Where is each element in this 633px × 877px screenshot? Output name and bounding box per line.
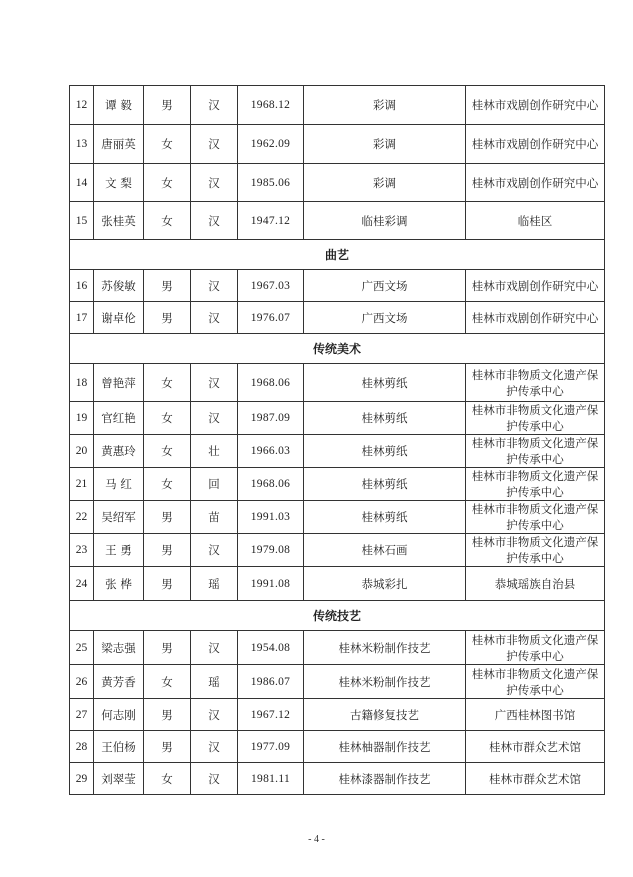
cell-number: 27 [70,699,94,731]
table-row [70,364,605,402]
cell-project: 桂林剪纸 [304,435,466,468]
cell-name: 文 梨 [94,164,144,202]
cell-name: 官红艳 [94,402,144,435]
page-number: - 4 - [308,834,325,845]
cell-birth-date: 1986.07 [238,665,304,699]
cell-gender: 男 [144,567,191,601]
section-title: 传统技艺 [70,601,605,631]
cell-project: 彩调 [304,164,466,202]
cell-ethnicity: 苗 [191,501,238,534]
cell-number: 15 [70,202,94,240]
cell-gender: 女 [144,364,191,402]
cell-project: 古籍修复技艺 [304,699,466,731]
table-row [70,402,605,435]
cell-unit: 桂林市戏剧创作研究中心 [466,302,605,334]
cell-name: 梁志强 [94,631,144,665]
table-row [70,731,605,763]
table-row [70,631,605,665]
cell-project: 桂林剪纸 [304,402,466,435]
cell-project: 桂林石画 [304,534,466,567]
cell-birth-date: 1968.12 [238,86,304,125]
cell-unit: 恭城瑶族自治县 [466,567,605,601]
cell-birth-date: 1991.03 [238,501,304,534]
cell-birth-date: 1991.08 [238,567,304,601]
cell-unit: 桂林市群众艺术馆 [466,731,605,763]
cell-project: 桂林剪纸 [304,364,466,402]
cell-birth-date: 1968.06 [238,468,304,501]
table-row [70,302,605,334]
cell-gender: 女 [144,125,191,164]
cell-name: 苏俊敏 [94,270,144,302]
cell-project: 桂林柚器制作技艺 [304,731,466,763]
cell-name: 何志刚 [94,699,144,731]
cell-number: 14 [70,164,94,202]
table-row [70,468,605,501]
cell-project: 桂林剪纸 [304,501,466,534]
table-row [70,763,605,795]
cell-name: 张桂英 [94,202,144,240]
cell-ethnicity: 汉 [191,763,238,795]
cell-ethnicity: 瑶 [191,665,238,699]
table-row [70,665,605,699]
cell-unit: 桂林市非物质文化遗产保护传承中心 [466,631,605,665]
cell-birth-date: 1954.08 [238,631,304,665]
cell-unit: 桂林市非物质文化遗产保护传承中心 [466,534,605,567]
cell-ethnicity: 汉 [191,202,238,240]
table-row [70,125,605,164]
cell-number: 23 [70,534,94,567]
cell-name: 王 勇 [94,534,144,567]
cell-ethnicity: 汉 [191,364,238,402]
cell-birth-date: 1981.11 [238,763,304,795]
cell-project: 彩调 [304,125,466,164]
cell-number: 13 [70,125,94,164]
cell-gender: 男 [144,302,191,334]
cell-project: 广西文场 [304,270,466,302]
cell-gender: 男 [144,270,191,302]
cell-name: 吴绍军 [94,501,144,534]
cell-birth-date: 1977.09 [238,731,304,763]
cell-unit: 桂林市群众艺术馆 [466,763,605,795]
cell-number: 25 [70,631,94,665]
section-header-row [70,334,605,364]
cell-gender: 男 [144,631,191,665]
cell-unit: 桂林市非物质文化遗产保护传承中心 [466,402,605,435]
cell-birth-date: 1967.03 [238,270,304,302]
section-title: 曲艺 [70,240,605,270]
cell-ethnicity: 汉 [191,731,238,763]
cell-unit: 桂林市戏剧创作研究中心 [466,86,605,125]
cell-project: 桂林剪纸 [304,468,466,501]
cell-number: 22 [70,501,94,534]
cell-ethnicity: 汉 [191,302,238,334]
cell-name: 唐丽英 [94,125,144,164]
cell-birth-date: 1979.08 [238,534,304,567]
cell-unit: 桂林市非物质文化遗产保护传承中心 [466,364,605,402]
cell-gender: 男 [144,731,191,763]
cell-project: 临桂彩调 [304,202,466,240]
cell-number: 29 [70,763,94,795]
cell-number: 19 [70,402,94,435]
cell-name: 黄芳香 [94,665,144,699]
cell-ethnicity: 汉 [191,402,238,435]
cell-number: 26 [70,665,94,699]
table-row [70,699,605,731]
cell-project: 彩调 [304,86,466,125]
cell-gender: 女 [144,202,191,240]
table-row [70,534,605,567]
table-row [70,270,605,302]
table-row [70,501,605,534]
cell-ethnicity: 汉 [191,86,238,125]
cell-birth-date: 1987.09 [238,402,304,435]
cell-name: 黄惠玲 [94,435,144,468]
inheritors-table [69,85,605,795]
cell-gender: 女 [144,435,191,468]
cell-unit: 桂林市非物质文化遗产保护传承中心 [466,501,605,534]
cell-number: 21 [70,468,94,501]
cell-project: 广西文场 [304,302,466,334]
cell-birth-date: 1962.09 [238,125,304,164]
table-row [70,202,605,240]
table-row [70,567,605,601]
cell-unit: 临桂区 [466,202,605,240]
cell-gender: 女 [144,468,191,501]
cell-birth-date: 1966.03 [238,435,304,468]
cell-project: 恭城彩扎 [304,567,466,601]
cell-gender: 女 [144,164,191,202]
cell-name: 刘翠莹 [94,763,144,795]
cell-gender: 女 [144,402,191,435]
cell-unit: 桂林市非物质文化遗产保护传承中心 [466,665,605,699]
table-body [70,86,605,795]
cell-gender: 女 [144,763,191,795]
cell-number: 18 [70,364,94,402]
cell-unit: 桂林市戏剧创作研究中心 [466,164,605,202]
cell-birth-date: 1976.07 [238,302,304,334]
cell-gender: 男 [144,699,191,731]
cell-name: 谭 毅 [94,86,144,125]
cell-number: 12 [70,86,94,125]
cell-ethnicity: 壮 [191,435,238,468]
cell-birth-date: 1967.12 [238,699,304,731]
cell-ethnicity: 汉 [191,534,238,567]
cell-number: 28 [70,731,94,763]
cell-name: 王伯杨 [94,731,144,763]
cell-gender: 女 [144,665,191,699]
cell-unit: 桂林市非物质文化遗产保护传承中心 [466,435,605,468]
cell-name: 曾艳萍 [94,364,144,402]
cell-ethnicity: 汉 [191,699,238,731]
cell-number: 20 [70,435,94,468]
cell-number: 24 [70,567,94,601]
cell-ethnicity: 汉 [191,631,238,665]
table-row [70,164,605,202]
section-header-row [70,240,605,270]
section-title: 传统美术 [70,334,605,364]
cell-unit: 桂林市戏剧创作研究中心 [466,125,605,164]
cell-name: 马 红 [94,468,144,501]
cell-project: 桂林米粉制作技艺 [304,631,466,665]
cell-unit: 桂林市非物质文化遗产保护传承中心 [466,468,605,501]
table-row [70,86,605,125]
cell-project: 桂林漆器制作技艺 [304,763,466,795]
cell-birth-date: 1985.06 [238,164,304,202]
cell-number: 16 [70,270,94,302]
cell-project: 桂林米粉制作技艺 [304,665,466,699]
section-header-row [70,601,605,631]
cell-name: 张 桦 [94,567,144,601]
cell-ethnicity: 回 [191,468,238,501]
cell-gender: 男 [144,86,191,125]
cell-ethnicity: 瑶 [191,567,238,601]
cell-gender: 男 [144,501,191,534]
table-row [70,435,605,468]
cell-gender: 男 [144,534,191,567]
cell-name: 谢卓伦 [94,302,144,334]
cell-unit: 桂林市戏剧创作研究中心 [466,270,605,302]
cell-birth-date: 1968.06 [238,364,304,402]
cell-number: 17 [70,302,94,334]
cell-unit: 广西桂林图书馆 [466,699,605,731]
cell-ethnicity: 汉 [191,164,238,202]
cell-birth-date: 1947.12 [238,202,304,240]
cell-ethnicity: 汉 [191,125,238,164]
cell-ethnicity: 汉 [191,270,238,302]
